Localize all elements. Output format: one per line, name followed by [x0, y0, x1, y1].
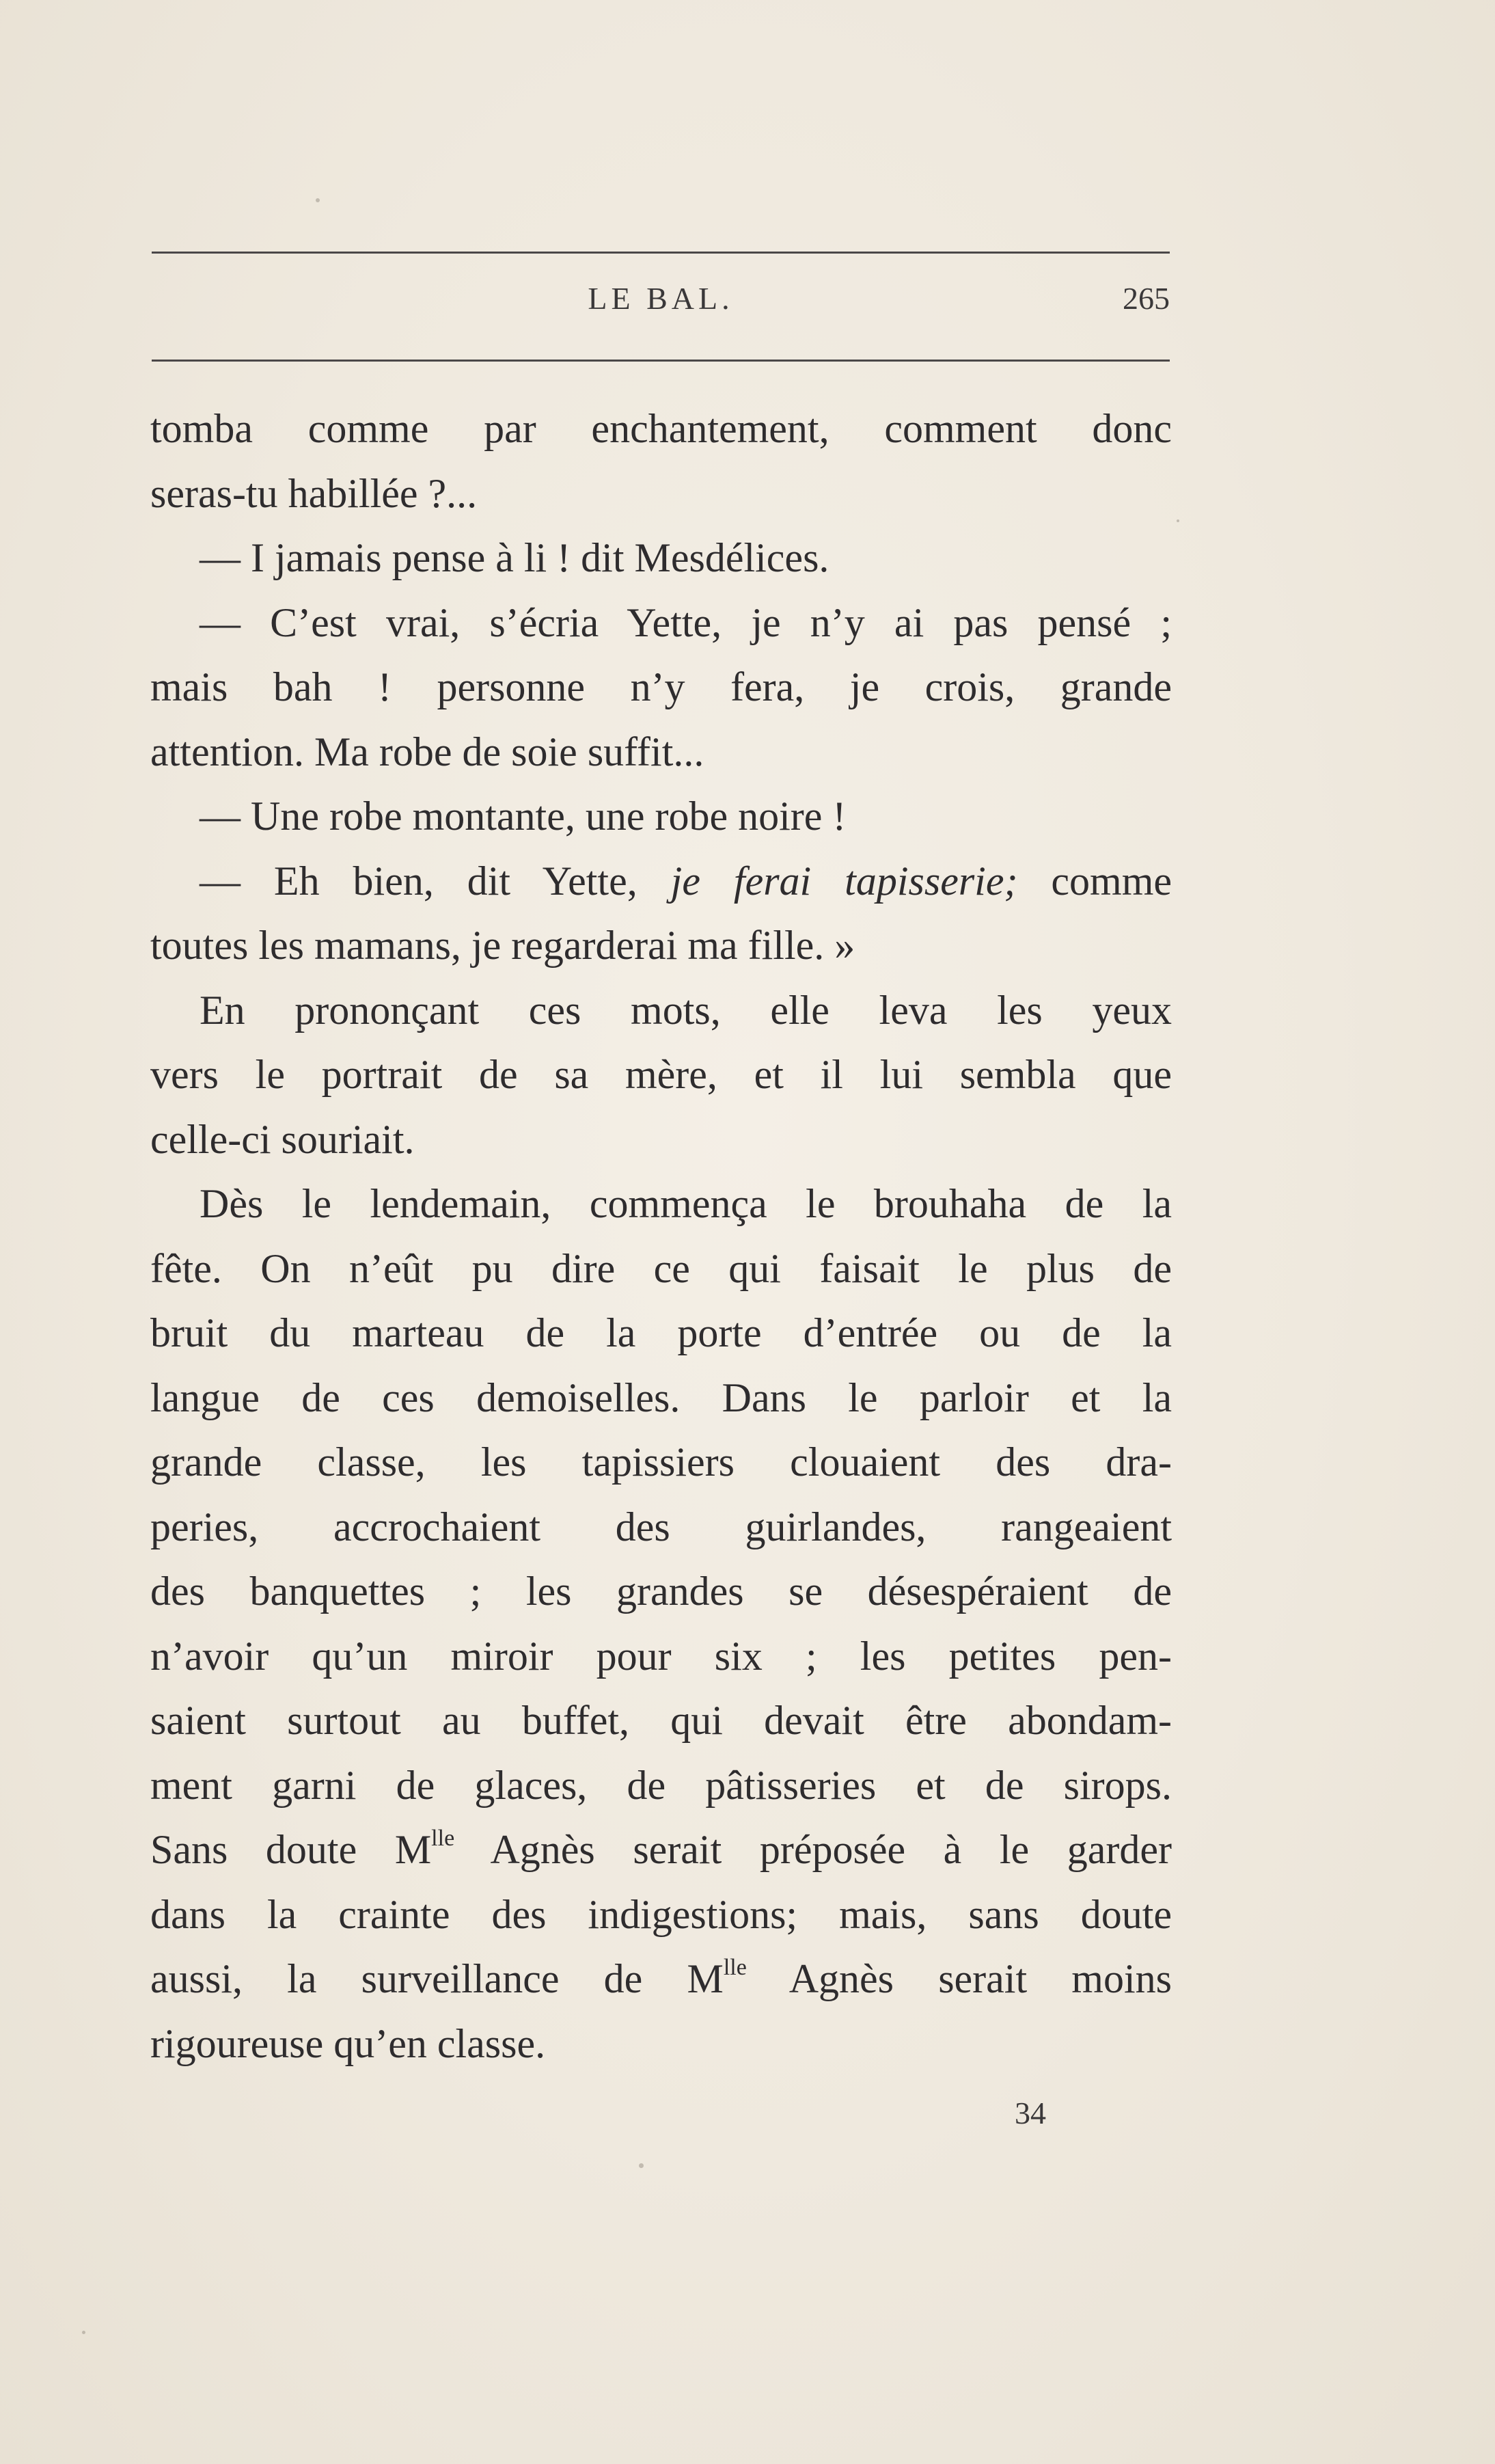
text-line: En prononçant ces mots, elle leva les yeux: [200, 987, 1172, 1033]
italic-phrase: je ferai tapisserie;: [670, 858, 1018, 904]
text-line: vers le portrait de sa mère, et il lui sembla que: [150, 1052, 1172, 1097]
page-number: 265: [1123, 281, 1170, 316]
text-line: — I jamais pense à li ! dit Mesdélices.: [200, 535, 829, 580]
text-line: — C’est vrai, s’écria Yette, je n’y ai pas pensé ;: [200, 599, 1172, 645]
paper-speck: [316, 198, 320, 202]
running-head-title: LE BAL.: [588, 281, 734, 316]
paper-speck: [82, 2331, 85, 2334]
text-line: fête. On n’eût pu dire ce qui faisait le plus de: [150, 1245, 1172, 1291]
text-segment: Agnès serait moins: [788, 1956, 1172, 2001]
text-line: dans la crainte des indigestions; mais, sans doute: [150, 1891, 1172, 1937]
text-line: des banquettes ; les grandes se désespéraient de: [150, 1569, 1172, 1614]
paper-speck: [1177, 519, 1179, 522]
text-line: seras-tu habillée ?...: [150, 470, 478, 516]
text-line: [150, 1947, 1172, 2012]
text-line: saient surtout au buffet, qui devait être abondam-: [150, 1698, 1172, 1743]
text-line: toutes les mamans, je regarderai ma fille. »: [150, 923, 855, 968]
text-line: ment garni de glaces, de pâtisseries et de sirops.: [150, 1762, 1172, 1808]
text-line: [150, 1817, 1172, 1882]
text-line: grande classe, les tapissiers clouaient des dra-: [150, 1439, 1172, 1485]
text-line: mais bah ! personne n’y fera, je crois, grande: [150, 664, 1172, 709]
running-head: [152, 280, 1170, 335]
text-segment: Sans doute M: [150, 1827, 432, 1872]
header-rule-bottom: [152, 360, 1170, 362]
text-line: rigoureuse qu’en classe.: [150, 2020, 546, 2066]
paper-speck: [639, 2163, 644, 2168]
text-segment: Agnès serait préposée à le garder: [490, 1827, 1172, 1872]
text-segment: — Eh bien, dit Yette,: [200, 858, 637, 904]
body-text: [150, 396, 1172, 2076]
abbreviation-superscript: lle: [431, 1826, 455, 1851]
signature-mark: 34: [1015, 2096, 1046, 2130]
text-line: bruit du marteau de la porte d’entrée ou de la: [150, 1310, 1172, 1355]
header-rule-top: [152, 252, 1170, 254]
text-segment: aussi, la surveillance de M: [150, 1956, 724, 2001]
text-segment: comme: [1051, 858, 1172, 904]
text-line: [150, 849, 1172, 914]
text-line: langue de ces demoiselles. Dans le parloir et la: [150, 1375, 1172, 1420]
text-line: Dès le lendemain, commença le brouhaha de la: [200, 1181, 1172, 1226]
text-line: n’avoir qu’un miroir pour six ; les petites pen-: [150, 1633, 1172, 1679]
text-line: — Une robe montante, une robe noire !: [200, 794, 847, 839]
abbreviation-superscript: lle: [723, 1955, 747, 1980]
text-line: peries, accrochaient des guirlandes, rangeaient: [150, 1504, 1172, 1549]
text-line: tomba comme par enchantement, comment donc: [150, 406, 1172, 451]
text-line: celle-ci souriait.: [150, 1116, 415, 1162]
text-line: attention. Ma robe de soie suffit...: [150, 729, 704, 774]
